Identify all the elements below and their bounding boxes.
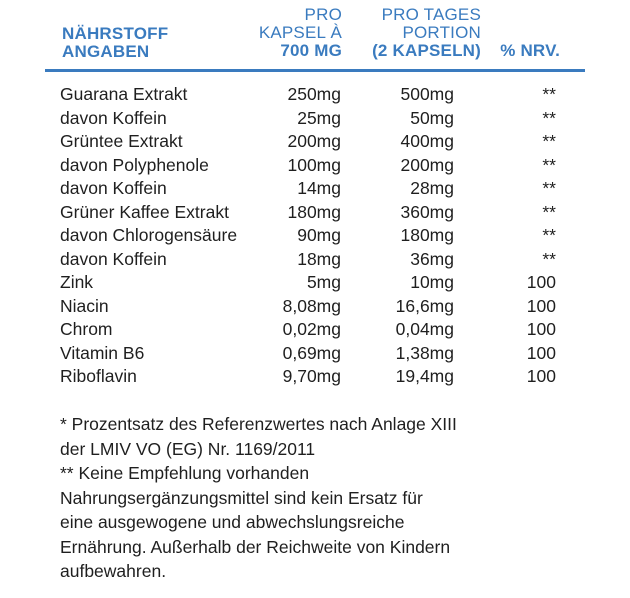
table-row (0, 130, 630, 154)
nrv-value: ** (542, 131, 556, 151)
table-row (0, 271, 630, 295)
nutrient-name: Grüner Kaffee Extrakt (60, 201, 229, 222)
table-row (0, 201, 630, 225)
table-row (0, 295, 630, 319)
nutrient-name: davon Chlorogensäure (60, 225, 238, 245)
amount-per-capsule: 180mg (287, 201, 341, 222)
amount-per-capsule: 0,02mg (282, 319, 341, 339)
nutrient-name: davon Koffein (60, 178, 167, 198)
header-per-day-line: PRO TAGES (381, 5, 481, 24)
nutrient-name: Guarana Extrakt (60, 84, 188, 104)
amount-per-day: 19,4mg (395, 366, 454, 386)
header-divider (45, 69, 585, 72)
table-row (0, 342, 630, 366)
nrv-value: 100 (526, 272, 556, 292)
amount-per-capsule: 8,08mg (282, 295, 341, 316)
nutrient-table (0, 83, 630, 389)
table-row (0, 154, 630, 178)
amount-per-capsule: 18mg (297, 248, 341, 269)
amount-per-capsule: 9,70mg (282, 366, 341, 386)
amount-per-capsule: 200mg (287, 131, 341, 151)
header-per-day (372, 6, 481, 60)
table-header (0, 0, 630, 70)
nrv-value: 100 (526, 366, 556, 386)
nrv-value: ** (542, 178, 556, 198)
nutrient-name: Zink (60, 272, 94, 292)
amount-per-day: 0,04mg (395, 319, 454, 339)
amount-per-capsule: 90mg (297, 225, 341, 245)
amount-per-day: 16,6mg (395, 295, 454, 316)
table-row (0, 107, 630, 131)
amount-per-capsule: 25mg (297, 107, 341, 128)
amount-per-capsule: 100mg (287, 154, 341, 175)
amount-per-day: 400mg (400, 131, 454, 151)
header-per-capsule-line: PRO (304, 5, 342, 24)
nutrient-name: Grüntee Extrakt (60, 131, 183, 151)
nrv-value: ** (542, 154, 556, 175)
amount-per-capsule: 0,69mg (282, 342, 341, 363)
table-row (0, 83, 630, 107)
nrv-value: 100 (526, 295, 556, 316)
nrv-value: 100 (526, 342, 556, 363)
nrv-value: ** (542, 84, 556, 104)
header-nutrient-line: ANGABEN (62, 42, 150, 61)
amount-per-day: 500mg (400, 84, 454, 104)
footnote-reference-line: * Prozentsatz des Referenzwertes nach Anlage XIII (60, 414, 457, 434)
nutrient-name: davon Koffein (60, 107, 167, 128)
footnote-no-recommendation: ** Keine Empfehlung vorhanden (60, 463, 310, 483)
amount-per-day: 180mg (400, 225, 454, 245)
amount-per-capsule: 250mg (287, 84, 341, 104)
nrv-value: ** (542, 107, 556, 128)
nutrient-name: davon Polyphenole (60, 154, 209, 175)
header-per-capsule-line: 700 MG (280, 41, 342, 60)
table-row (0, 224, 630, 248)
header-per-capsule-line: KAPSEL À (258, 23, 342, 42)
nrv-value: 100 (526, 319, 556, 339)
amount-per-day: 36mg (410, 248, 454, 269)
header-per-capsule (259, 6, 342, 60)
header-nutrient-line: NÄHRSTOFF (62, 24, 169, 43)
amount-per-day: 200mg (400, 154, 454, 175)
warning-text-line: aufbewahren. (60, 561, 167, 581)
warning-text-line: Nahrungsergänzungsmittel sind kein Ersatz für (60, 487, 423, 508)
amount-per-day: 28mg (410, 178, 454, 198)
amount-per-day: 360mg (400, 201, 454, 222)
table-row (0, 248, 630, 272)
nutrient-name: Vitamin B6 (60, 342, 145, 363)
nrv-value: ** (542, 248, 556, 269)
nrv-value: ** (542, 201, 556, 222)
amount-per-capsule: 14mg (297, 178, 341, 198)
nutrient-name: Riboflavin (60, 366, 137, 386)
footnote-reference-line: der LMIV VO (EG) Nr. 1169/2011 (60, 438, 316, 459)
footnotes (60, 412, 580, 584)
table-row (0, 318, 630, 342)
amount-per-day: 1,38mg (395, 342, 454, 363)
amount-per-capsule: 5mg (306, 272, 341, 292)
warning-text-line: eine ausgewogene und abwechslungsreiche (60, 512, 405, 532)
header-per-day-line: (2 KAPSELN) (372, 41, 481, 60)
amount-per-day: 10mg (410, 272, 454, 292)
nutrient-name: Niacin (60, 295, 109, 316)
table-row (0, 177, 630, 201)
warning-text-line: Ernährung. Außerhalb der Reichweite von Kindern (60, 536, 451, 557)
header-per-day-line: PORTION (402, 23, 481, 42)
amount-per-day: 50mg (410, 107, 454, 128)
nutrient-name: Chrom (60, 319, 113, 339)
header-nrv: % NRV. (500, 41, 560, 60)
header-nutrient (62, 25, 168, 61)
nrv-value: ** (542, 225, 556, 245)
nutrient-name: davon Koffein (60, 248, 167, 269)
table-row (0, 365, 630, 389)
